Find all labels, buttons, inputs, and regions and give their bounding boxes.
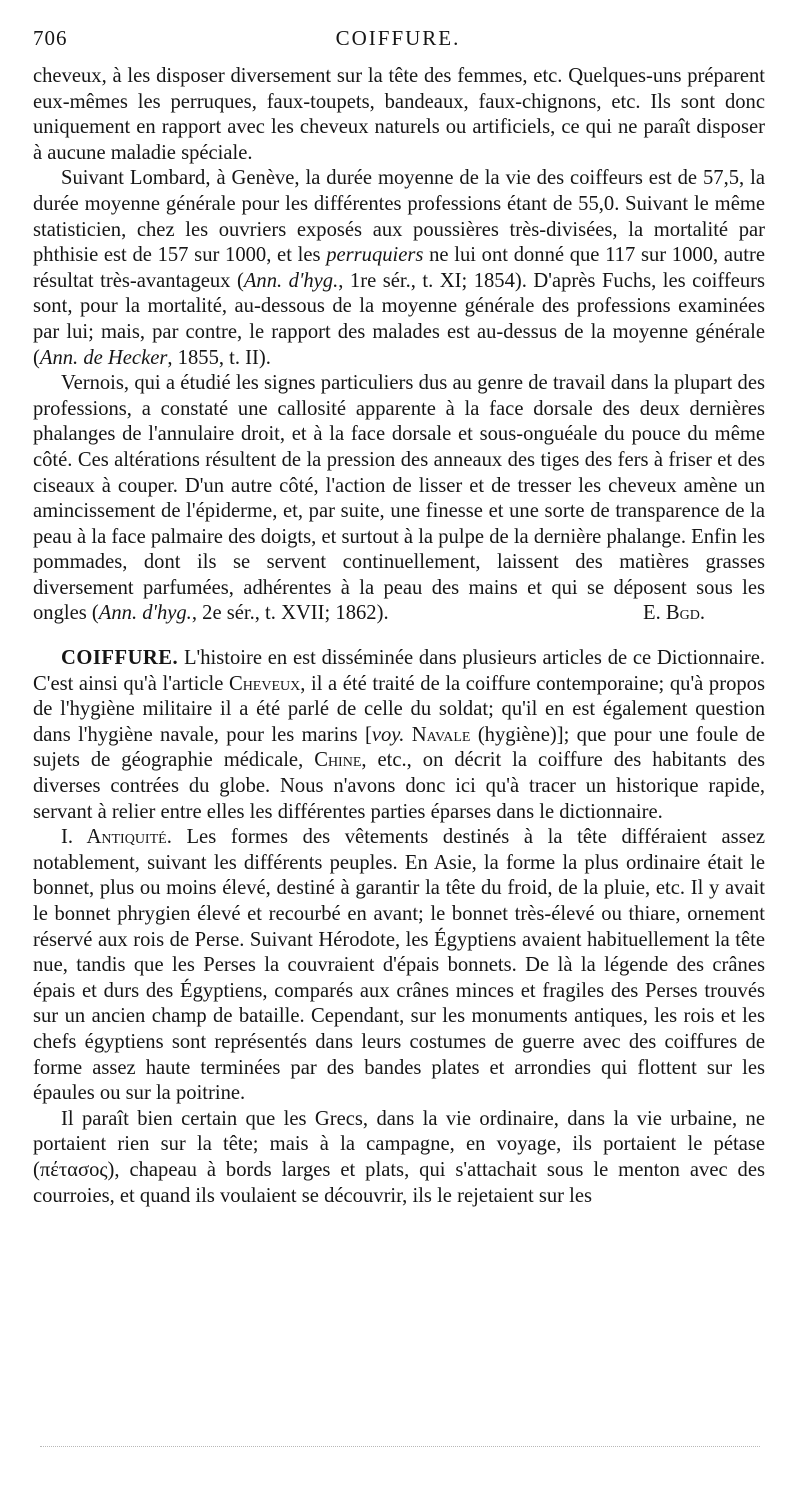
section-antiquite xyxy=(33,825,765,1107)
paragraph-3-text: Vernois, qui a étudié les signes particuliers dus au genre de travail dans la plupart des professions, a constaté une callosité apparente à la face dorsale des deux dernières phalanges de l'annulaire droit, et à la face dorsale et sous-onguéale du pouce du même côté. Ces altérations résultent de la pression des anneaux des tiges des fers à friser et des ciseaux à couper. D'un autre côté, l'action de lisser et de tresser les cheveux amène un amincissement de l'épiderme, et, par suite, une finesse et une sorte de transparence de la peau à la face palmaire des doigts, et surtout à la pulpe de la dernière phalange. Enfin les pommades, dont ils se servent continuellement, laissent des matières grasses diversement parfumées, adhérentes à la peau des mains et qui se déposent sous les ongles ( xyxy=(33,372,765,625)
citation-journal: Ann. d'hyg. xyxy=(98,602,192,625)
paragraph-3 xyxy=(33,371,765,627)
paragraph-2-text-cont: , 1re sér., t. XI; 1854). D'après Fuchs, les coiffeurs sont, pour la mortalité, au-dessous de la moyenne générale des professions examinées par lui; mais, par contre, le rapport des malades est au-dessus de la moyenne générale ( xyxy=(33,269,765,369)
voy-abbrev: voy. xyxy=(371,723,405,746)
citation-journal: Ann. d'hyg. xyxy=(243,269,339,292)
paragraph-2 xyxy=(33,166,765,371)
section-heading: I. Antiquité. xyxy=(61,826,172,849)
paragraph-2-text: Suivant Lombard, à Genève, la durée moyenne de la vie des coiffeurs est de 57,5, la durée moyenne générale pour les différentes professions étant de 55,0. Suivant le même statisticien, chez les ouvriers exposés aux poussières très-divisées, la mortalité par phthisie est de 157 sur 1000, et les xyxy=(33,167,765,267)
author-signature: E. Bgd. xyxy=(643,602,705,625)
footer-dotted-line xyxy=(40,1446,760,1447)
article-headword: COIFFURE. xyxy=(61,647,179,670)
paragraph-2-text-cont: ne lui ont donné que 117 sur 1000, autre résultat très-avantageux ( xyxy=(33,244,765,292)
page-number: 706 xyxy=(33,26,68,50)
paragraph-4-text-end: , etc., on décrit la coiffure des habitants des diverses contrées du globe. Nous n'avons donc ici qu'à tracer un historique rapide, servant à relier entre elles les différentes parties éparses dans le dictionnaire. xyxy=(33,749,765,823)
article-separator xyxy=(33,627,765,646)
paragraph-5-text: Les formes des vêtements destinés à la tête différaient assez notablement, suivant les différents peuples. En Asie, la forme la plus ordinaire était le bonnet, plus ou moins élevé, destiné à garantir la tête du froid, de la pluie, etc. Il y avait le bonnet phrygien élevé et recourbé en avant; le bonnet très-élevé ou thiare, ornement réservé aux rois de Perse. Suivant Hérodote, les Égyptiens avaient habituellement la tête nue, tandis que les Perses la couvraient d'épais bonnets. De là la légende des crânes épais et durs des Égyptiens, comparés aux crânes minces et fragiles des Perses trouvés sur un ancien champ de bataille. Cependant, sur les monuments antiques, les rois et les chefs égyptiens sont représentés dans leurs costumes de guerre avec des coiffures de forme assez haute terminées par des bandes plates et arrondies qui flottent sur les épaules ou sur la poitrine. xyxy=(33,826,765,1105)
cross-reference: Chine xyxy=(314,749,362,772)
paragraph-6 xyxy=(33,1107,765,1209)
space xyxy=(404,724,411,746)
running-title: COIFFURE. xyxy=(335,26,461,50)
paragraph-3-text-end: , 2e sér., t. XVII; 1862). xyxy=(191,602,389,625)
article-coiffure-intro xyxy=(33,646,765,825)
citation-journal: Ann. de Hecker xyxy=(39,346,168,369)
cross-reference: Cheveux xyxy=(228,672,301,695)
paragraph-4-text: L'histoire en est disséminée dans plusieurs articles de ce Dictionnaire. C'est ainsi qu'à l'article xyxy=(33,647,765,695)
paragraph-6-text: Il paraît bien certain que les Grecs, dans la vie ordinaire, dans la vie urbaine, ne portaient rien sur la tête; mais à la campagne, en voyage, ils portaient le pétase (πέτασος), chapeau à bords larges et plats, qui s'attachait sous le menton avec des courroies, et quand ils voulaient se découvrir, ils le rejetaient sur les xyxy=(33,1107,765,1207)
body-text xyxy=(33,64,765,1209)
paragraph-4-text-cont: (hygiène)]; que pour une foule de sujets de géographie médicale, xyxy=(33,723,765,772)
paragraph-1 xyxy=(33,64,765,166)
paragraph-1-text: cheveux, à les disposer diversement sur la tête des femmes, etc. Quelques-uns préparent eux-mêmes les perruques, faux-toupets, bandeaux, faux-chignons, etc. Ils sont donc uniquement en rapport avec les cheveux naturels ou artificiels, ce qui ne paraît disposer à aucune maladie spéciale. xyxy=(33,65,765,164)
paragraph-2-text-end: , 1855, t. II). xyxy=(167,346,271,369)
page-header xyxy=(33,26,763,60)
paragraph-4-text-cont: , il a été traité de la coiffure contemporaine; qu'à propos de l'hygiène militaire il a été parlé de celle du soldat; qu'il en est également question dans l'hygiène navale, pour les marins [ xyxy=(33,672,765,746)
italic-term: perruquiers xyxy=(326,244,424,267)
cross-reference: Navale xyxy=(411,723,471,746)
